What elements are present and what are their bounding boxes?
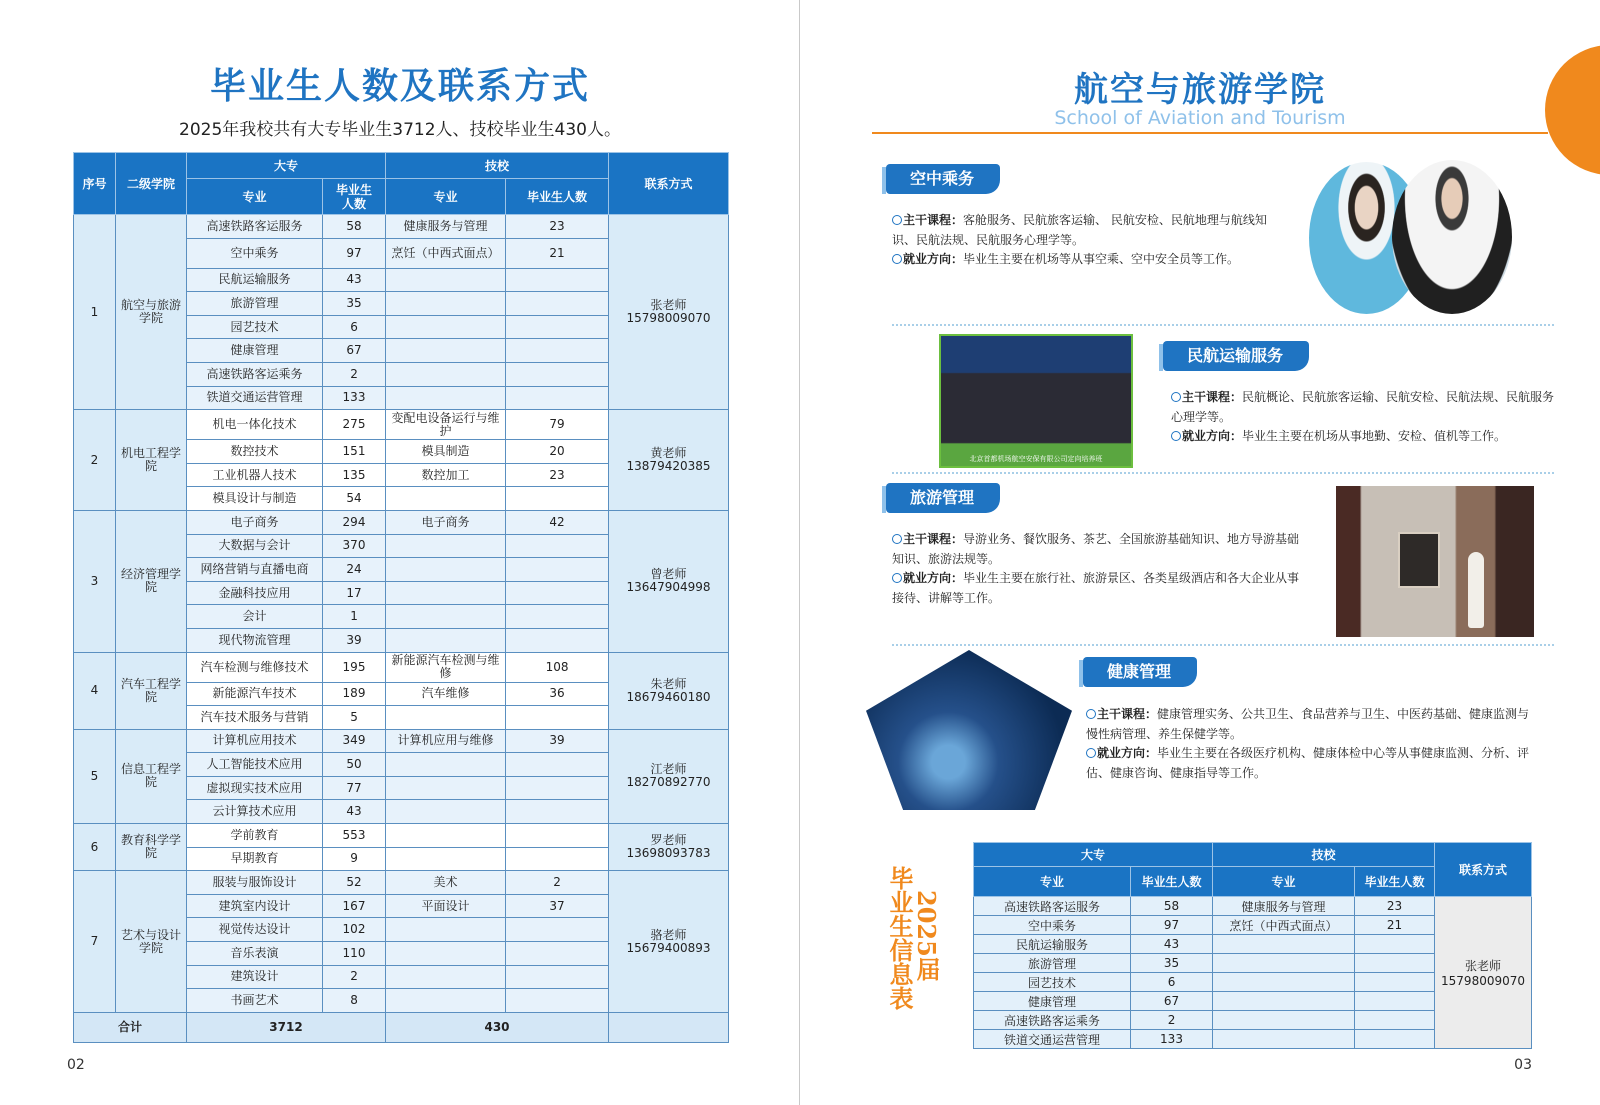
table-row	[74, 871, 729, 895]
total-row	[74, 1012, 729, 1042]
cell-dz-count: 370	[323, 534, 386, 558]
cell-jx-major	[386, 824, 506, 848]
page-number: 03	[1514, 1057, 1532, 1073]
contact-phone: 15798009070	[626, 311, 711, 326]
dotted-divider	[892, 644, 1554, 646]
header-jx-count: 毕业生人数	[1355, 867, 1435, 897]
circle-bullet-icon	[1171, 392, 1181, 402]
cell-dz-major: 大数据与会计	[187, 534, 323, 558]
cell-jx-count	[506, 558, 609, 582]
cell-jx-count	[1355, 1011, 1435, 1030]
cell-dz-major: 旅游管理	[974, 954, 1131, 973]
circle-bullet-icon	[892, 573, 902, 583]
cell-jx-major	[386, 776, 506, 800]
cell-jx-count: 108	[506, 652, 609, 682]
cell-jx-major: 烹饪（中西式面点）	[1213, 916, 1355, 935]
group-college: 经济管理学院	[116, 510, 187, 652]
cell-jx-major	[386, 362, 506, 386]
graduates-table	[73, 152, 729, 1043]
cell-dz-major: 汽车检测与维修技术	[187, 652, 323, 682]
cell-jx-count	[1355, 1030, 1435, 1049]
page-subtitle: 2025年我校共有大专毕业生3712人、技校毕业生430人。	[179, 120, 621, 140]
cell-jx-count	[1355, 935, 1435, 954]
section-tag-tourism: 旅游管理	[886, 483, 1000, 513]
section-desc-tourism: 主干课程：导游业务、餐饮服务、茶艺、全国旅游基础知识、地方导游基础知识、旅游法规等。 就业方向：毕业生主要在旅行社、旅游景区、各类星级酒店和各大企业从事接待、讲解等工作。	[892, 532, 1300, 605]
cell-dz-major: 网络营销与直播电商	[187, 558, 323, 582]
circle-bullet-icon	[892, 254, 902, 264]
contact-name: 张老师	[1465, 959, 1502, 973]
cell-jx-count	[506, 753, 609, 777]
cell-jx-major: 健康服务与管理	[1213, 897, 1355, 916]
cell-jx-count	[506, 581, 609, 605]
contact-phone: 15798009070	[1441, 974, 1526, 988]
cell-jx-major	[386, 605, 506, 629]
cell-dz-major: 健康管理	[187, 339, 323, 363]
cell-jx-major	[386, 753, 506, 777]
header-dz-major: 专业	[187, 179, 323, 215]
group-contact	[609, 652, 729, 729]
cell-dz-count: 6	[1131, 973, 1213, 992]
cell-jx-count: 23	[506, 463, 609, 487]
cell-dz-count: 6	[323, 315, 386, 339]
cell-dz-major: 学前教育	[187, 824, 323, 848]
group-index: 4	[74, 652, 116, 729]
cell-jx-count: 23	[506, 215, 609, 239]
page-title: 航空与旅游学院	[1074, 70, 1326, 110]
cell-dz-count: 24	[323, 558, 386, 582]
cell-dz-count: 77	[323, 776, 386, 800]
cell-dz-major: 民航运输服务	[974, 935, 1131, 954]
cell-dz-count: 17	[323, 581, 386, 605]
cell-dz-major: 电子商务	[187, 510, 323, 534]
cell-jx-count: 42	[506, 510, 609, 534]
cell-jx-count	[506, 965, 609, 989]
cell-dz-count: 67	[1131, 992, 1213, 1011]
header-jx-count: 毕业生人数	[506, 179, 609, 215]
cell-jx-count: 21	[1355, 916, 1435, 935]
group-contact	[609, 410, 729, 511]
cell-dz-count: 58	[323, 215, 386, 239]
group-college: 教育科学学院	[116, 824, 187, 871]
cell-jx-major: 美术	[386, 871, 506, 895]
cell-dz-count: 43	[323, 800, 386, 824]
header-contact: 联系方式	[1435, 843, 1532, 897]
cell-jx-count	[506, 628, 609, 652]
page-title: 毕业生人数及联系方式	[209, 65, 590, 107]
health-medical-pentagon-image	[866, 650, 1072, 810]
cell-dz-major: 高速铁路客运服务	[974, 897, 1131, 916]
cell-dz-count: 294	[323, 510, 386, 534]
cell-dz-count: 8	[323, 989, 386, 1013]
cell-dz-major: 视觉传达设计	[187, 918, 323, 942]
cell-dz-count: 2	[1131, 1011, 1213, 1030]
cell-jx-major: 汽车维修	[386, 682, 506, 706]
cell-dz-major: 民航运输服务	[187, 268, 323, 292]
circle-bullet-icon	[892, 215, 902, 225]
cell-jx-count	[506, 824, 609, 848]
cell-dz-count: 52	[323, 871, 386, 895]
contact-name: 张老师	[650, 298, 687, 313]
cell-jx-count: 2	[506, 871, 609, 895]
title-underline	[872, 132, 1548, 134]
cell-jx-count	[506, 487, 609, 511]
cell-jx-major	[386, 706, 506, 730]
group-contact	[609, 215, 729, 410]
cell-jx-count	[1355, 992, 1435, 1011]
cell-dz-count: 35	[1131, 954, 1213, 973]
cell-jx-major	[386, 581, 506, 605]
header-dz-major: 专业	[974, 867, 1131, 897]
cell-dz-count: 553	[323, 824, 386, 848]
cell-dz-count: 167	[323, 894, 386, 918]
section-desc-flight-attendant: 主干课程：客舱服务、民航旅客运输、 民航安检、民航地理与航线知识、民航法规、民航服务心理学等。 就业方向：毕业生主要在机场等从事空乘、空中安全员等工作。	[892, 213, 1267, 266]
cell-dz-major: 计算机应用技术	[187, 729, 323, 753]
cell-dz-major: 服装与服饰设计	[187, 871, 323, 895]
header-dz-count: 毕业生人数	[323, 179, 386, 215]
cell-dz-major: 机电一体化技术	[187, 410, 323, 440]
group-contact	[609, 871, 729, 1013]
cell-dz-count: 58	[1131, 897, 1213, 916]
cell-jx-major: 变配电设备运行与维护	[386, 410, 506, 440]
cell-jx-major	[386, 315, 506, 339]
section-tag-flight-attendant: 空中乘务	[886, 164, 1000, 194]
cell-jx-major: 烹饪（中西式面点）	[386, 238, 506, 268]
cell-jx-count: 79	[506, 410, 609, 440]
cell-jx-major	[1213, 1030, 1355, 1049]
cell-jx-count	[1355, 973, 1435, 992]
cell-dz-major: 高速铁路客运乘务	[187, 362, 323, 386]
cell-jx-major	[386, 847, 506, 871]
cell-dz-major: 空中乘务	[187, 238, 323, 268]
cell-jx-major: 电子商务	[386, 510, 506, 534]
cell-jx-major	[386, 386, 506, 410]
section-desc-civil-aviation: 主干课程：民航概论、民航旅客运输、民航安检、民航法规、民航服务心理学等。 就业方向：毕业生主要在机场从事地勤、安检、值机等工作。	[1171, 390, 1555, 443]
total-jixiao: 430	[386, 1012, 609, 1042]
cell-jx-major: 模具制造	[386, 440, 506, 464]
cell-jx-count	[506, 605, 609, 629]
header-jx-major: 专业	[386, 179, 506, 215]
group-college: 航空与旅游学院	[116, 215, 187, 410]
cell-dz-major: 会计	[187, 605, 323, 629]
cell-dz-count: 135	[323, 463, 386, 487]
contact-phone: 13879420385	[626, 459, 711, 474]
cell-jx-count	[506, 315, 609, 339]
cell-dz-major: 数控技术	[187, 440, 323, 464]
cell-jx-count: 39	[506, 729, 609, 753]
section-tag-health: 健康管理	[1083, 657, 1197, 687]
cell-jx-major	[386, 534, 506, 558]
cell-dz-major: 新能源汽车技术	[187, 682, 323, 706]
group-index: 3	[74, 510, 116, 652]
dotted-divider	[892, 472, 1554, 474]
cell-jx-count	[506, 268, 609, 292]
cell-jx-count	[506, 918, 609, 942]
cell-jx-count: 20	[506, 440, 609, 464]
cell-dz-count: 110	[323, 942, 386, 966]
cell-dz-count: 67	[323, 339, 386, 363]
header-contact: 联系方式	[609, 153, 729, 215]
cell-jx-major	[1213, 954, 1355, 973]
circle-bullet-icon	[1086, 748, 1096, 758]
cell-dz-count: 43	[1131, 935, 1213, 954]
pilot-photo	[1392, 160, 1512, 314]
cell-jx-major	[386, 292, 506, 316]
cell-jx-count	[506, 534, 609, 558]
cell-dz-major: 书画艺术	[187, 989, 323, 1013]
cell-jx-major: 健康服务与管理	[386, 215, 506, 239]
circle-bullet-icon	[892, 534, 902, 544]
cell-jx-count	[506, 292, 609, 316]
cell-dz-major: 高速铁路客运乘务	[974, 1011, 1131, 1030]
vertical-label-title: 毕业生信息表	[885, 866, 914, 1010]
group-contact	[609, 729, 729, 823]
cell-dz-major: 园艺技术	[187, 315, 323, 339]
cell-jx-major	[386, 339, 506, 363]
group-index: 6	[74, 824, 116, 871]
contact-phone: 18270892770	[626, 775, 711, 790]
cell-jx-major: 计算机应用与维修	[386, 729, 506, 753]
cell-jx-count: 23	[1355, 897, 1435, 916]
cell-dz-count: 189	[323, 682, 386, 706]
cell-jx-major: 新能源汽车检测与维修	[386, 652, 506, 682]
contact-phone: 18679460180	[626, 689, 711, 704]
cell-jx-count	[506, 989, 609, 1013]
cell-dz-major: 音乐表演	[187, 942, 323, 966]
total-dazhuan: 3712	[187, 1012, 386, 1042]
airport-security-class-photo: 北京首都机场航空安保有限公司定向培养班	[939, 334, 1133, 468]
cell-dz-major: 空中乘务	[974, 916, 1131, 935]
header-jixiao: 技校	[386, 153, 609, 179]
cell-jx-major	[386, 628, 506, 652]
cell-jx-major	[386, 268, 506, 292]
table-row	[74, 729, 729, 753]
contact-name: 曾老师	[650, 567, 687, 582]
contact-phone: 15679400893	[626, 940, 711, 955]
contact-name: 朱老师	[650, 676, 687, 691]
cell-dz-major: 模具设计与制造	[187, 487, 323, 511]
group-index: 5	[74, 729, 116, 823]
cell-jx-count: 36	[506, 682, 609, 706]
cell-jx-major	[1213, 935, 1355, 954]
circle-bullet-icon	[1086, 709, 1096, 719]
cell-dz-major: 人工智能技术应用	[187, 753, 323, 777]
cell-dz-count: 9	[323, 847, 386, 871]
cell-jx-count	[506, 942, 609, 966]
header-dazhuan: 大专	[974, 843, 1213, 867]
header-dz-count: 毕业生人数	[1131, 867, 1213, 897]
cell-jx-major	[1213, 1011, 1355, 1030]
cell-dz-major: 现代物流管理	[187, 628, 323, 652]
cell-jx-major: 数控加工	[386, 463, 506, 487]
page-subtitle-english: School of Aviation and Tourism	[1054, 107, 1346, 129]
header-dazhuan: 大专	[187, 153, 386, 179]
museum-guide-photo	[1336, 486, 1534, 637]
group-contact	[609, 824, 729, 871]
cell-dz-count: 349	[323, 729, 386, 753]
cell-jx-major	[1213, 992, 1355, 1011]
cell-dz-count: 97	[1131, 916, 1213, 935]
cell-dz-count: 151	[323, 440, 386, 464]
group-index: 7	[74, 871, 116, 1013]
contact-name: 罗老师	[650, 833, 687, 848]
contact-phone: 13698093783	[626, 846, 711, 861]
table-row	[74, 652, 729, 682]
cell-jx-count: 21	[506, 238, 609, 268]
table-row	[74, 215, 729, 239]
cell-dz-major: 早期教育	[187, 847, 323, 871]
cell-dz-major: 云计算技术应用	[187, 800, 323, 824]
group-college: 信息工程学院	[116, 729, 187, 823]
table-row	[74, 410, 729, 440]
contact-name: 黄老师	[650, 446, 687, 461]
vertical-label-year: 2025届	[912, 890, 941, 981]
group-college: 汽车工程学院	[116, 652, 187, 729]
cell-jx-major	[386, 965, 506, 989]
page-number: 02	[67, 1057, 85, 1073]
cell-dz-major: 铁道交通运营管理	[974, 1030, 1131, 1049]
dotted-divider	[892, 324, 1554, 326]
cell-jx-count	[506, 847, 609, 871]
cell-dz-count: 275	[323, 410, 386, 440]
group-college: 艺术与设计学院	[116, 871, 187, 1013]
cell-jx-count	[1355, 954, 1435, 973]
cell-jx-major	[386, 989, 506, 1013]
cell-dz-major: 汽车技术服务与营销	[187, 706, 323, 730]
cell-dz-count: 50	[323, 753, 386, 777]
header-index: 序号	[74, 153, 116, 215]
cell-dz-major: 建筑室内设计	[187, 894, 323, 918]
cell-dz-count: 2	[323, 362, 386, 386]
cell-dz-count: 133	[323, 386, 386, 410]
cell-dz-major: 铁道交通运营管理	[187, 386, 323, 410]
cell-jx-count	[506, 339, 609, 363]
cell-jx-major	[386, 487, 506, 511]
contact-name: 骆老师	[650, 927, 687, 942]
table-row	[74, 824, 729, 848]
contact-cell	[1435, 897, 1532, 1049]
header-jixiao: 技校	[1213, 843, 1435, 867]
cell-dz-count: 1	[323, 605, 386, 629]
cell-jx-major: 平面设计	[386, 894, 506, 918]
cell-dz-major: 旅游管理	[187, 292, 323, 316]
group-index: 2	[74, 410, 116, 511]
cell-dz-major: 健康管理	[974, 992, 1131, 1011]
group-index: 1	[74, 215, 116, 410]
cell-jx-count	[506, 776, 609, 800]
contact-phone: 13647904998	[626, 580, 711, 595]
total-label: 合计	[74, 1012, 187, 1042]
cell-dz-major: 工业机器人技术	[187, 463, 323, 487]
cell-jx-count	[506, 706, 609, 730]
aviation-summary-table	[973, 842, 1532, 1049]
cell-dz-count: 102	[323, 918, 386, 942]
cell-jx-major	[386, 800, 506, 824]
cell-dz-count: 195	[323, 652, 386, 682]
cell-dz-major: 虚拟现实技术应用	[187, 776, 323, 800]
cell-dz-count: 2	[323, 965, 386, 989]
cell-dz-major: 金融科技应用	[187, 581, 323, 605]
cell-jx-count	[506, 386, 609, 410]
cell-dz-count: 54	[323, 487, 386, 511]
right-page	[800, 0, 1600, 1105]
section-desc-health: 主干课程：健康管理实务、公共卫生、食品营养与卫生、中医药基础、健康监测与慢性病管理、养生保健学等。 就业方向：毕业生主要在各级医疗机构、健康体检中心等从事健康监测、分析、评估、健康咨询、健康指导等工作。	[1086, 707, 1530, 780]
cell-dz-count: 43	[323, 268, 386, 292]
cell-dz-count: 97	[323, 238, 386, 268]
cell-jx-major	[386, 942, 506, 966]
cell-dz-count: 35	[323, 292, 386, 316]
cell-dz-major: 园艺技术	[974, 973, 1131, 992]
contact-name: 江老师	[650, 762, 687, 777]
cell-jx-count: 37	[506, 894, 609, 918]
cell-jx-major	[386, 558, 506, 582]
section-tag-civil-aviation: 民航运输服务	[1163, 341, 1309, 371]
header-college: 二级学院	[116, 153, 187, 215]
cell-dz-count: 133	[1131, 1030, 1213, 1049]
cell-jx-count	[506, 800, 609, 824]
table-row	[74, 510, 729, 534]
table-row	[974, 897, 1532, 916]
cell-dz-major: 建筑设计	[187, 965, 323, 989]
group-college: 机电工程学院	[116, 410, 187, 511]
cell-jx-major	[1213, 973, 1355, 992]
cell-jx-major	[386, 918, 506, 942]
cell-dz-major: 高速铁路客运服务	[187, 215, 323, 239]
circle-bullet-icon	[1171, 431, 1181, 441]
cell-dz-count: 5	[323, 706, 386, 730]
cell-jx-count	[506, 362, 609, 386]
group-contact	[609, 510, 729, 652]
cell-dz-count: 39	[323, 628, 386, 652]
header-jx-major: 专业	[1213, 867, 1355, 897]
